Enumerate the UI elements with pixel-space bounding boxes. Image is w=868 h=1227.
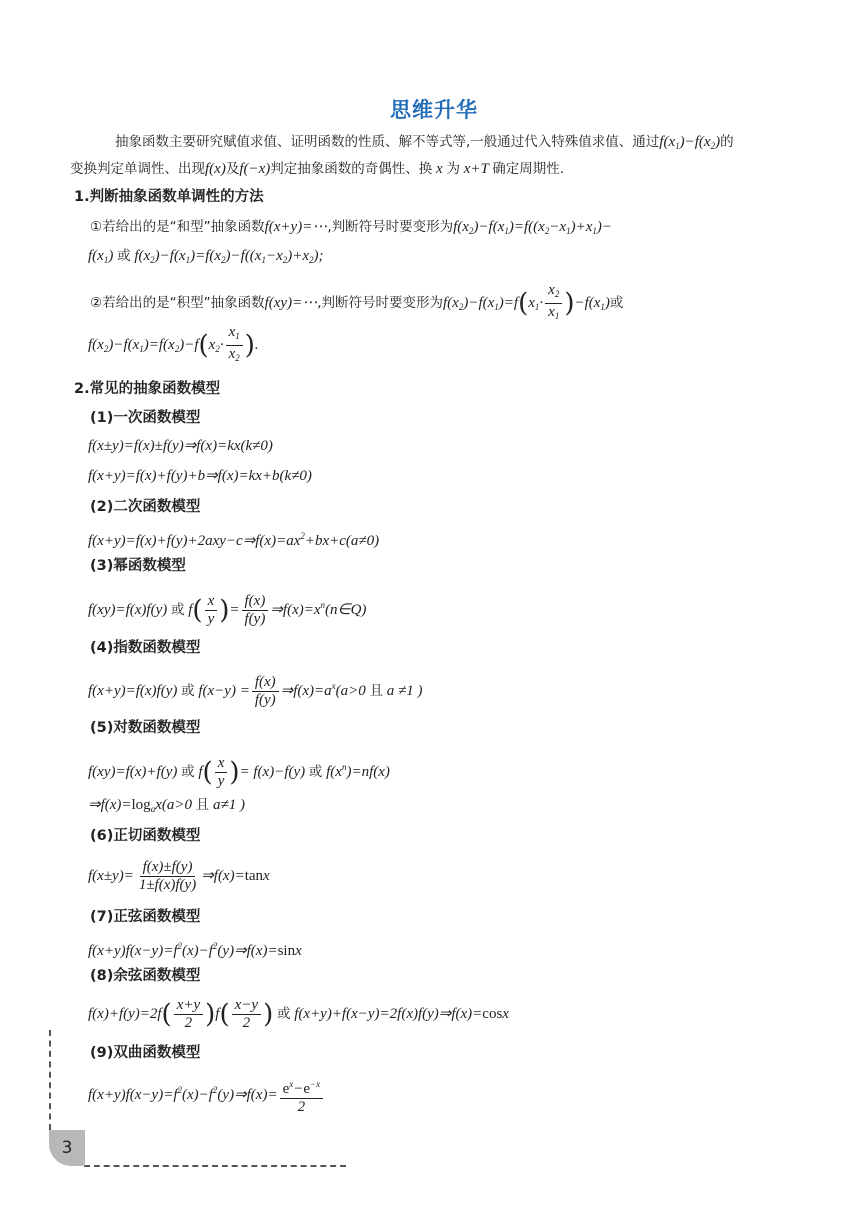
item-text: 或 xyxy=(117,248,131,264)
formula: f(x)+f(y)=2f( $\frac{x+y}{2}$ )f( $\frac{x-y}{2}$ ) xyxy=(88,997,274,1032)
intro-text: 及 xyxy=(225,161,240,177)
intro-text: 确定周期性. xyxy=(492,161,565,177)
formula-line xyxy=(88,1071,325,1116)
formula: f(x±y)=f(x)±f(y)⇒f(x)=kx(k≠0) xyxy=(88,438,273,454)
formula-line xyxy=(88,526,379,551)
formula: $f(x_2)-f(x_1)=f((x_2-x_1)+x_1)-$ xyxy=(453,219,612,236)
formula: f(x+y)=f(x)f(y) xyxy=(88,683,182,699)
formula-line xyxy=(88,667,423,710)
model-heading xyxy=(90,497,200,517)
section1-item2-cont xyxy=(88,324,259,367)
connector-text: 或 xyxy=(181,683,195,699)
formula: f(x) xyxy=(205,161,226,177)
intro-text: 判定抽象函数的奇偶性、换 xyxy=(270,161,433,177)
intro-line-2 xyxy=(70,159,564,179)
model-heading xyxy=(90,556,186,576)
heading-text: 1.判断抽象函数单调性的方法 xyxy=(74,189,264,205)
section1-item2 xyxy=(90,282,623,325)
model-title: (1)一次函数模型 xyxy=(90,410,201,426)
formula-line xyxy=(88,436,273,456)
model-heading xyxy=(90,826,200,846)
model-heading xyxy=(90,638,200,658)
formula: f(x+y)=⋯ xyxy=(264,219,328,235)
formula: f(−x) xyxy=(239,161,271,177)
model-title: (6)正切函数模型 xyxy=(90,828,201,844)
formula: $f(x+y)=f(x)+f(y)+2axy-c\Rightarrow f(x)=ax^2+bx+c(a\ne 0)$ xyxy=(88,531,380,549)
formula: $f(x+y)f(x-y)=f^2(x)-f^2(y)\Rightarrow f(x)=$ $\frac{e^x-e^{-x}}{2}$ xyxy=(88,1087,325,1103)
formula: $f(x_2)-f(x_1)=f(x_1\cdot$ $\frac{x_2}{x_1}$ )$-f(x_1)$ xyxy=(443,282,610,321)
formula: f(xy)=f(x)+f(y) xyxy=(88,764,182,780)
formula-line xyxy=(88,856,270,896)
formula: f( $\frac{x}{y}$ )= $\frac{f(x)}{f(y)}$ $\Rightarrow f(x)=x^n(n\in Q)$ xyxy=(184,593,367,628)
model-heading xyxy=(90,408,200,428)
formula-line xyxy=(88,936,302,961)
section1-item1-cont xyxy=(88,246,324,270)
model-heading xyxy=(90,1043,200,1063)
connector-text: 或 xyxy=(276,1006,291,1022)
page-number-badge: 3 xyxy=(49,1130,85,1166)
intro-text: 抽象函数主要研究赋值求值、证明函数的性质、解不等式等,一般通过代入特殊值求值、通过 xyxy=(115,134,660,150)
formula: f(xy)=f(x)f(y) xyxy=(88,602,171,618)
model-title: (4)指数函数模型 xyxy=(90,640,201,656)
formula: f(x−y) = $\frac{f(x)}{f(y)}$ $\Rightarrow f(x)=a^x(a>0$ xyxy=(194,674,370,709)
intro-text: 的 xyxy=(720,134,734,150)
formula: $(x_1)-f(x_2)$ xyxy=(663,134,721,151)
model-heading xyxy=(90,718,200,738)
formula-line xyxy=(88,748,390,792)
connector-text: 或 xyxy=(170,602,185,618)
formula-line xyxy=(88,795,245,819)
section1-heading xyxy=(74,187,264,207)
formula: a ≠1 ) xyxy=(383,683,423,699)
formula-line xyxy=(88,995,509,1034)
intro-text: 变换判定单调性、出现 xyxy=(70,161,205,177)
intro-line-1 xyxy=(115,132,734,156)
formula: $f(x_1)$ xyxy=(88,248,118,265)
formula: x+T xyxy=(459,161,493,177)
section2-heading xyxy=(74,379,220,399)
formula: f(x±y)= $\frac{f(x)\pm f(y)}{1\pm f(x)f(y)}$ ⇒f(x)=tanx xyxy=(88,859,270,894)
item-text: ,判断符号时要变形为 xyxy=(317,294,443,311)
item-text: ,判断符号时要变形为 xyxy=(327,219,454,235)
formula: f(x+y)+f(x−y)=2f(x)f(y)⇒f(x)=cosx xyxy=(290,1006,509,1022)
model-title: (2)二次函数模型 xyxy=(90,499,201,515)
intro-text: 为 xyxy=(446,161,460,177)
model-title: (8)余弦函数模型 xyxy=(90,968,201,984)
connector-text: 或 xyxy=(308,764,323,780)
connector-text: 且 xyxy=(369,683,384,699)
formula: f(x+y)=f(x)+f(y)+b⇒f(x)=kx+b(k≠0) xyxy=(88,468,312,484)
formula: $f(x_2)-f(x_1)=f(x_2)-f(x_2\cdot$ $\frac{x_1}{x_2}$ ). xyxy=(88,324,259,363)
page-title: 思维升华 xyxy=(390,98,478,122)
formula: f(xy)=⋯ xyxy=(264,294,318,311)
model-title: (3)幂函数模型 xyxy=(90,558,186,574)
model-title: (7)正弦函数模型 xyxy=(90,909,201,925)
formula: a≠1 ) xyxy=(209,797,245,813)
item-text: ①若给出的是“和型”抽象函数 xyxy=(90,219,265,235)
formula: f xyxy=(659,134,664,150)
item-text: ②若给出的是“积型”抽象函数 xyxy=(90,294,265,311)
item-text: 或 xyxy=(609,294,624,311)
formula: $f(x+y)f(x-y)=f^2(x)-f^2(y)\Rightarrow f(x)=\sin x$ xyxy=(88,941,302,959)
model-heading xyxy=(90,907,200,927)
margin-dashed-line xyxy=(49,1030,51,1130)
formula-line xyxy=(88,466,312,486)
formula-line xyxy=(88,586,366,630)
footer-dashed-line xyxy=(84,1165,346,1167)
heading-text: 2.常见的抽象函数模型 xyxy=(74,381,221,397)
connector-text: 或 xyxy=(181,764,195,780)
formula: $f(x^n)=nf(x)$ xyxy=(322,762,390,780)
formula: x xyxy=(432,161,447,177)
model-title: (5)对数函数模型 xyxy=(90,720,201,736)
model-heading xyxy=(90,966,200,986)
connector-text: 且 xyxy=(195,797,210,813)
formula: $\Rightarrow f(x)=\log_ax(a>0$ xyxy=(88,797,196,814)
formula: $f(x_2)-f(x_1)=f(x_2)-f((x_1-x_2)+x_2)$; xyxy=(130,248,324,265)
model-title: (9)双曲函数模型 xyxy=(90,1045,201,1061)
formula: f( $\frac{x}{y}$ )= f(x)−f(y) xyxy=(194,755,309,790)
section1-item1 xyxy=(90,217,612,241)
